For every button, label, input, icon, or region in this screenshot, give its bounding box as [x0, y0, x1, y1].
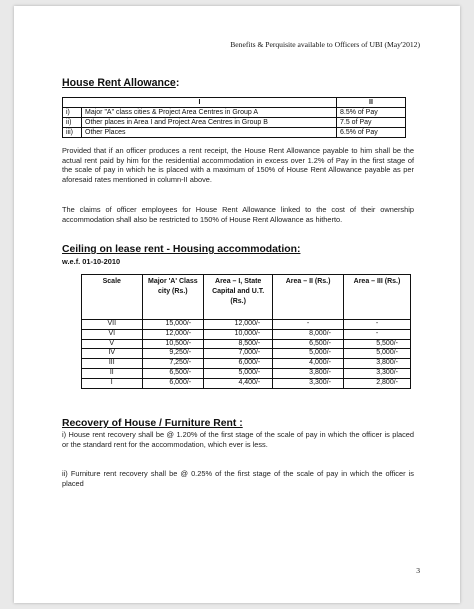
lease-cell-area-3: 2,800/- — [343, 378, 410, 388]
hra-row-num: ii) — [63, 118, 82, 128]
lease-cell-scale: III — [82, 359, 143, 369]
lease-cell-area-2: 8,000/- — [273, 329, 344, 339]
lease-table-header — [82, 275, 411, 320]
lease-row — [82, 378, 411, 388]
lease-cell-area-2: 3,300/- — [273, 378, 344, 388]
hra-paragraph-2: The claims of officer employees for House Rent Allowance linked to the cost of their ownership accommodation shall also be restricted to 150% of House Rent Allowance as hitherto. — [62, 205, 414, 224]
lease-cell-scale: II — [82, 368, 143, 378]
lease-cell-scale: VII — [82, 320, 143, 330]
lease-cell-major-a: 6,000/- — [142, 378, 204, 388]
lease-cell-area-3: - — [343, 329, 410, 339]
lease-header-area-3: Area – III (Rs.) — [343, 275, 410, 320]
recovery-heading: Recovery of House / Furniture Rent : — [62, 418, 243, 429]
hra-row-pay: 7.5 of Pay — [337, 118, 406, 128]
page-number: 3 — [416, 566, 420, 575]
document-page — [14, 6, 460, 603]
hra-row-label: Major "A" class cities & Project Area Centres in Group A — [82, 108, 337, 118]
lease-cell-area-3: 3,800/- — [343, 359, 410, 369]
lease-cell-area-3: 3,300/- — [343, 368, 410, 378]
lease-cell-scale: I — [82, 378, 143, 388]
lease-header-scale: Scale — [82, 275, 143, 320]
lease-cell-area-1: 5,000/- — [204, 368, 273, 378]
lease-row — [82, 339, 411, 349]
lease-cell-major-a: 12,000/- — [142, 329, 204, 339]
hra-table — [62, 97, 406, 138]
lease-header-area-2: Area – II (Rs.) — [273, 275, 344, 320]
recovery-paragraph-1: i) House rent recovery shall be @ 1.20% of the first stage of the scale of pay in which the officer is placed or the standard rent for the accommodation, which ever is less. — [62, 430, 414, 449]
page-header: Benefits & Perquisite available to Officers of UBI (May'2012) — [230, 40, 420, 49]
lease-row — [82, 368, 411, 378]
hra-col2-header: II — [337, 98, 406, 108]
lease-row — [82, 349, 411, 359]
lease-header-area-1: Area – I, State Capital and U.T.(Rs.) — [204, 275, 273, 320]
lease-row — [82, 359, 411, 369]
lease-cell-area-1: 10,000/- — [204, 329, 273, 339]
lease-cell-area-1: 12,000/- — [204, 320, 273, 330]
lease-cell-area-1: 7,000/- — [204, 349, 273, 359]
hra-row-num: i) — [63, 108, 82, 118]
lease-cell-area-2: 4,000/- — [273, 359, 344, 369]
lease-table — [81, 274, 411, 389]
hra-row — [63, 118, 406, 128]
hra-row-num: iii) — [63, 128, 82, 138]
hra-row-label: Other Places — [82, 128, 337, 138]
lease-cell-area-2: 3,800/- — [273, 368, 344, 378]
lease-cell-area-3: 5,000/- — [343, 349, 410, 359]
hra-heading — [62, 77, 179, 89]
lease-effective-date: w.e.f. 01-10-2010 — [62, 257, 121, 266]
lease-cell-major-a: 9,250/- — [142, 349, 204, 359]
lease-cell-major-a: 7,250/- — [142, 359, 204, 369]
hra-table-header — [63, 98, 406, 108]
lease-cell-scale: V — [82, 339, 143, 349]
lease-cell-scale: VI — [82, 329, 143, 339]
lease-cell-scale: IV — [82, 349, 143, 359]
lease-cell-area-3: - — [343, 320, 410, 330]
lease-cell-major-a: 6,500/- — [142, 368, 204, 378]
hra-title: House Rent Allowance — [62, 77, 176, 89]
lease-cell-area-2: 5,000/- — [273, 349, 344, 359]
lease-cell-area-2: 6,500/- — [273, 339, 344, 349]
lease-cell-area-3: 5,500/- — [343, 339, 410, 349]
lease-header-major-a: Major 'A' Class city (Rs.) — [142, 275, 204, 320]
lease-cell-area-1: 6,000/- — [204, 359, 273, 369]
lease-cell-area-1: 4,400/- — [204, 378, 273, 388]
lease-row — [82, 320, 411, 330]
hra-row — [63, 128, 406, 138]
lease-cell-area-1: 8,500/- — [204, 339, 273, 349]
hra-row-pay: 6.5% of Pay — [337, 128, 406, 138]
lease-cell-area-2: - — [273, 320, 344, 330]
hra-row-pay: 8.5% of Pay — [337, 108, 406, 118]
hra-col1-header: I — [63, 98, 337, 108]
lease-heading: Ceiling on lease rent - Housing accommodation: — [62, 244, 301, 255]
hra-title-colon: : — [175, 77, 180, 89]
hra-paragraph-1: Provided that if an officer produces a rent receipt, the House Rent Allowance payable to him shall be the actual rent paid by him for the residential accommodation in excess over 1.2% of Pay in the first stage of the scale of pay in which he is placed with a maximum of 150% of House Rent Allowance payable as per aforesaid rates mentioned in column-II above. — [62, 146, 414, 184]
recovery-paragraph-2: ii) Furniture rent recovery shall be @ 0.25% of the first stage of the scale of pay in which the officer is placed — [62, 469, 414, 488]
lease-cell-major-a: 15,000/- — [142, 320, 204, 330]
lease-cell-major-a: 10,500/- — [142, 339, 204, 349]
hra-row — [63, 108, 406, 118]
hra-row-label: Other places in Area I and Project Area Centres in Group B — [82, 118, 337, 128]
lease-row — [82, 329, 411, 339]
